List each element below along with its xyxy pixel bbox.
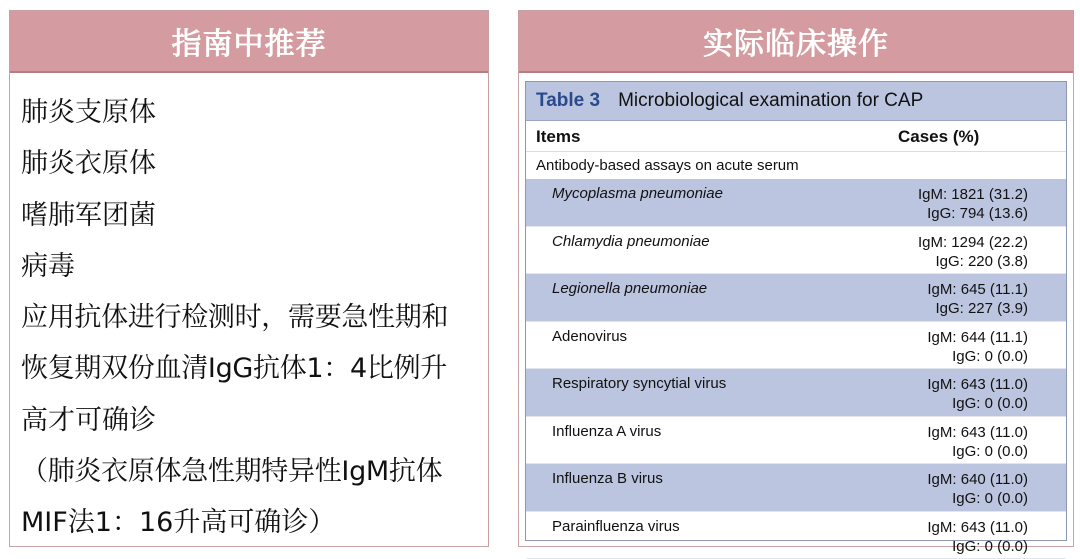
microbiology-table — [525, 81, 1067, 541]
clinical-practice-panel — [518, 10, 1074, 547]
row-item-name: Parainfluenza virus — [552, 518, 680, 535]
row-cases — [886, 233, 1028, 271]
guideline-line: 病毒 — [21, 241, 488, 292]
clinical-practice-panel-title: 实际临床操作 — [519, 11, 1073, 73]
row-cases — [886, 280, 1028, 318]
guideline-line: 恢复期双份血清IgG抗体1：4比例升 — [21, 343, 488, 394]
igm-value: IgM: 643 (11.0) — [886, 518, 1028, 537]
row-cases — [886, 328, 1028, 366]
table-row — [526, 227, 1066, 275]
igm-value: IgM: 645 (11.1) — [886, 280, 1028, 299]
column-header-cases: Cases (%) — [898, 127, 979, 147]
guideline-panel-title: 指南中推荐 — [10, 11, 488, 73]
row-cases — [886, 185, 1028, 223]
guideline-line: （肺炎衣原体急性期特异性IgM抗体 — [21, 446, 488, 497]
igm-value: IgM: 1294 (22.2) — [886, 233, 1028, 252]
table-row — [526, 322, 1066, 370]
igg-value: IgG: 220 (3.8) — [886, 252, 1028, 271]
row-cases — [886, 375, 1028, 413]
row-cases — [886, 423, 1028, 461]
row-cases — [886, 518, 1028, 556]
table-row — [526, 464, 1066, 512]
igm-value: IgM: 643 (11.0) — [886, 375, 1028, 394]
column-header-items: Items — [536, 127, 580, 147]
row-item-name: Adenovirus — [552, 328, 627, 345]
row-cases — [886, 470, 1028, 508]
row-item-name: Respiratory syncytial virus — [552, 375, 726, 392]
guideline-line: 肺炎支原体 — [21, 87, 488, 138]
guideline-line: 高才可确诊 — [21, 395, 488, 446]
table-row — [526, 369, 1066, 417]
igg-value: IgG: 794 (13.6) — [886, 204, 1028, 223]
row-item-name: Mycoplasma pneumoniae — [552, 185, 723, 202]
igg-value: IgG: 0 (0.0) — [886, 537, 1028, 556]
igg-value: IgG: 0 (0.0) — [886, 442, 1028, 461]
table-row — [526, 417, 1066, 465]
table-number: Table 3 — [536, 90, 600, 112]
table-row — [526, 512, 1066, 559]
row-item-name: Legionella pneumoniae — [552, 280, 707, 297]
table-section-label: Antibody-based assays on acute serum — [526, 152, 1066, 179]
igm-value: IgM: 644 (11.1) — [886, 328, 1028, 347]
igg-value: IgG: 0 (0.0) — [886, 489, 1028, 508]
table-caption — [526, 82, 1066, 121]
row-item-name: Chlamydia pneumoniae — [552, 233, 710, 250]
igm-value: IgM: 643 (11.0) — [886, 423, 1028, 442]
guideline-line: 应用抗体进行检测时，需要急性期和 — [21, 292, 488, 343]
igg-value: IgG: 0 (0.0) — [886, 347, 1028, 366]
igg-value: IgG: 227 (3.9) — [886, 299, 1028, 318]
table-title: Microbiological examination for CAP — [618, 90, 923, 112]
table-row — [526, 179, 1066, 227]
guideline-line: 嗜肺军团菌 — [21, 190, 488, 241]
guideline-line: 肺炎衣原体 — [21, 138, 488, 189]
igm-value: IgM: 1821 (31.2) — [886, 185, 1028, 204]
guideline-line: MIF法1：16升高可确诊） — [21, 497, 488, 548]
table-row — [526, 274, 1066, 322]
row-item-name: Influenza B virus — [552, 470, 663, 487]
guideline-panel — [9, 10, 489, 547]
igm-value: IgM: 640 (11.0) — [886, 470, 1028, 489]
igg-value: IgG: 0 (0.0) — [886, 394, 1028, 413]
table-header-row — [526, 121, 1066, 152]
guideline-text — [10, 73, 488, 549]
row-item-name: Influenza A virus — [552, 423, 661, 440]
